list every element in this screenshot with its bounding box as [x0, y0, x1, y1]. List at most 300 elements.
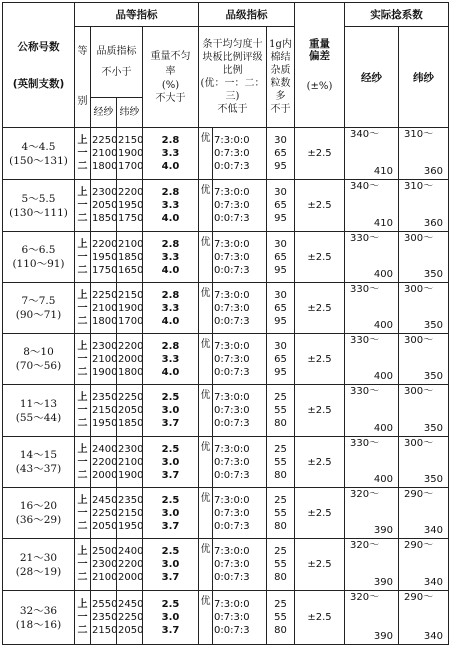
cell-line: 0:7:3:0 [214, 302, 250, 314]
twist-weft-header: 纬纱 [399, 27, 449, 128]
cell-line: 7:3:0:0 [214, 135, 250, 146]
cell-line: 3.3 [161, 302, 180, 314]
neps-cell [267, 385, 295, 437]
cell-line: 25 [274, 599, 287, 610]
cell-line: 0:7:3:0 [214, 507, 250, 519]
cell-line: 80 [274, 572, 287, 583]
data-body [3, 128, 449, 645]
cell-line: 7:3:0:0 [214, 392, 250, 403]
twist-warp-cell: 330～ 400 [345, 334, 399, 385]
level-mark-cell: 优 [199, 437, 213, 488]
cell-line: 1700 [118, 161, 144, 172]
cell-line: 7:3:0:0 [214, 443, 250, 455]
count-cell: 14～15 (43～37) [3, 437, 75, 488]
twist-warp-cell: 340～ 410 [345, 180, 399, 232]
cell-line: 2100 [118, 456, 144, 468]
cell-line: 2.8 [161, 289, 180, 301]
weft-strength-cell [117, 385, 143, 437]
cell-line: 55 [274, 559, 287, 570]
cell-line: 2.8 [161, 238, 180, 250]
twist-weft-cell: 300～ 350 [399, 232, 449, 283]
cell-line: 二 [77, 161, 88, 172]
grade-cell [75, 591, 91, 645]
cell-line: 3.7 [161, 469, 180, 481]
twist-weft-cell: 300～ 350 [399, 385, 449, 437]
table-row [3, 488, 449, 539]
twist-weft-cell: 310～ 360 [399, 128, 449, 180]
cell-line: 25 [274, 443, 287, 455]
cell-line: 1850 [118, 251, 144, 263]
cell-line: 2100 [118, 238, 144, 250]
cell-line: 1700 [118, 315, 144, 327]
cell-line: 3.3 [161, 200, 180, 211]
level-mark-cell: 优 [199, 180, 213, 232]
grade-group-header: 品等指标 [75, 3, 199, 27]
uneven-cell [143, 283, 199, 334]
twist-warp-cell: 340～ 410 [345, 128, 399, 180]
cell-line: 1900 [92, 366, 118, 378]
cell-line: 一 [77, 302, 88, 314]
warp-strength-cell [91, 488, 117, 539]
cell-line: 0:0:7:3 [214, 418, 250, 429]
cell-line: 2550 [92, 599, 118, 610]
weft-strength-cell [117, 128, 143, 180]
cell-line: 2400 [92, 443, 118, 455]
twist-warp-cell: 330～ 400 [345, 437, 399, 488]
grade-cell [75, 180, 91, 232]
cell-line: 0:0:7:3 [214, 520, 250, 532]
grade-cell [75, 437, 91, 488]
cell-line: 95 [274, 161, 287, 172]
cell-line: 二 [77, 572, 88, 583]
cell-line: 80 [274, 418, 287, 429]
cell-line: 一 [77, 200, 88, 211]
yarn-spec-table [2, 2, 449, 645]
cell-line: 7:3:0:0 [214, 289, 250, 301]
cell-line: 0:0:7:3 [214, 161, 250, 172]
cell-line: 二 [77, 366, 88, 378]
weight-dev-cell: ±2.5 [295, 539, 345, 591]
count-cell: 21～30 (28～19) [3, 539, 75, 591]
cell-line: 30 [274, 135, 287, 146]
twist-weft-cell: 300～ 350 [399, 283, 449, 334]
weight-dev-cell: ±2.5 [295, 437, 345, 488]
count-cell: 7～7.5 (90～71) [3, 283, 75, 334]
cell-line: 0:0:7:3 [214, 264, 250, 276]
cell-line: 2350 [92, 392, 118, 403]
weight-dev-header: 重量偏差 (±%) [295, 3, 345, 128]
cell-line: 30 [274, 289, 287, 301]
grade-col-header: 等别 [75, 27, 91, 128]
ratio-cell [213, 385, 267, 437]
cell-line: 1950 [118, 200, 144, 211]
neps-cell [267, 437, 295, 488]
cell-line: 2.5 [161, 392, 180, 403]
level-mark-cell: 优 [199, 385, 213, 437]
uneven-cell [143, 488, 199, 539]
twist-weft-cell: 290～ 340 [399, 539, 449, 591]
cell-line: 2100 [92, 302, 118, 314]
weft-strength-cell [117, 232, 143, 283]
twist-weft-cell: 300～ 350 [399, 334, 449, 385]
cell-line: 3.0 [161, 507, 180, 519]
cell-line: 95 [274, 366, 287, 378]
cell-line: 55 [274, 405, 287, 416]
ratio-cell [213, 539, 267, 591]
cell-line: 1800 [92, 315, 118, 327]
cell-line: 3.3 [161, 353, 180, 365]
cell-line: 上 [77, 187, 88, 198]
cell-line: 2050 [92, 520, 118, 532]
cell-line: 95 [274, 315, 287, 327]
cell-line: 1950 [92, 418, 118, 429]
cell-line: 7:3:0:0 [214, 187, 250, 198]
cell-line: 2150 [118, 135, 144, 146]
cell-line: 二 [77, 520, 88, 532]
cell-line: 一 [77, 353, 88, 365]
cell-line: 55 [274, 456, 287, 468]
cell-line: 上 [77, 599, 88, 610]
warp-strength-cell [91, 283, 117, 334]
cell-line: 0:0:7:3 [214, 572, 250, 583]
table-row [3, 283, 449, 334]
cell-line: 2350 [118, 494, 144, 506]
cell-line: 上 [77, 443, 88, 455]
ratio-cell [213, 180, 267, 232]
cell-line: 3.3 [161, 148, 180, 159]
cell-line: 一 [77, 507, 88, 519]
cell-line: 一 [77, 559, 88, 570]
ratio-cell [213, 283, 267, 334]
cell-line: 65 [274, 353, 287, 365]
cell-line: 0:0:7:3 [214, 625, 250, 636]
cell-line: 2300 [92, 187, 118, 198]
weft-header: 纬纱 [117, 97, 143, 127]
table-row [3, 539, 449, 591]
cell-line: 1900 [118, 302, 144, 314]
neps-cell [267, 488, 295, 539]
uneven-cell [143, 180, 199, 232]
weight-dev-cell: ±2.5 [295, 232, 345, 283]
cell-line: 上 [77, 340, 88, 352]
cell-line: 一 [77, 405, 88, 416]
cell-line: 2050 [118, 405, 144, 416]
count-cell: 16～20 (36～29) [3, 488, 75, 539]
cell-line: 2250 [92, 135, 118, 146]
cell-line: 2300 [92, 559, 118, 570]
cell-line: 2000 [118, 572, 144, 583]
level-mark-cell: 优 [199, 539, 213, 591]
count-cell: 11～13 (55～44) [3, 385, 75, 437]
cell-line: 2100 [92, 353, 118, 365]
cell-line: 2.5 [161, 546, 180, 557]
table-row [3, 385, 449, 437]
neps-cell [267, 334, 295, 385]
cell-line: 上 [77, 135, 88, 146]
ratio-cell [213, 591, 267, 645]
warp-strength-cell [91, 385, 117, 437]
table-row [3, 591, 449, 645]
cell-line: 7:3:0:0 [214, 546, 250, 557]
cell-line: 2050 [118, 625, 144, 636]
cell-line: 0:7:3:0 [214, 200, 250, 211]
cell-line: 0:7:3:0 [214, 612, 250, 623]
cell-line: 2300 [118, 443, 144, 455]
cell-line: 2450 [118, 599, 144, 610]
cell-line: 80 [274, 625, 287, 636]
cell-line: 2400 [118, 546, 144, 557]
twist-weft-cell: 290～ 340 [399, 591, 449, 645]
quality-index-header: 品质指标 不小于 [91, 27, 143, 98]
cell-line: 0:7:3:0 [214, 405, 250, 416]
cell-line: 1850 [118, 418, 144, 429]
cell-line: 7:3:0:0 [214, 494, 250, 506]
header-row-1 [3, 3, 449, 27]
warp-strength-cell [91, 180, 117, 232]
weft-strength-cell [117, 283, 143, 334]
warp-strength-cell [91, 334, 117, 385]
cell-line: 1850 [92, 213, 118, 224]
cell-line: 7:3:0:0 [214, 238, 250, 250]
cell-line: 2200 [118, 340, 144, 352]
cell-line: 80 [274, 469, 287, 481]
cell-line: 二 [77, 625, 88, 636]
level-group-header: 品级指标 [199, 3, 295, 27]
twist-warp-cell: 320～ 390 [345, 591, 399, 645]
table-row [3, 437, 449, 488]
weight-dev-cell: ±2.5 [295, 334, 345, 385]
cell-line: 2050 [92, 200, 118, 211]
cell-line: 65 [274, 302, 287, 314]
grade-cell [75, 539, 91, 591]
warp-strength-cell [91, 591, 117, 645]
cell-line: 3.0 [161, 405, 180, 416]
cell-line: 1750 [92, 264, 118, 276]
uneven-header: 重量不匀率 (%) 不大于 [143, 27, 199, 128]
count-cell: 5～5.5 (130～111) [3, 180, 75, 232]
weft-strength-cell [117, 334, 143, 385]
cell-line: 0:0:7:3 [214, 366, 250, 378]
cell-line: 0:7:3:0 [214, 559, 250, 570]
level-mark-cell: 优 [199, 488, 213, 539]
twist-warp-cell: 330～ 400 [345, 385, 399, 437]
cell-line: 0:0:7:3 [214, 315, 250, 327]
warp-strength-cell [91, 437, 117, 488]
cell-line: 2.8 [161, 135, 180, 146]
twist-warp-header: 经纱 [345, 27, 399, 128]
cell-line: 80 [274, 520, 287, 532]
cell-line: 二 [77, 264, 88, 276]
cell-line: 25 [274, 392, 287, 403]
cell-line: 2350 [92, 612, 118, 623]
table-row [3, 180, 449, 232]
uneven-cell [143, 539, 199, 591]
cell-line: 25 [274, 546, 287, 557]
neps-cell [267, 232, 295, 283]
cell-line: 1950 [92, 251, 118, 263]
cell-line: 65 [274, 251, 287, 263]
cell-line: 一 [77, 251, 88, 263]
cell-line: 30 [274, 187, 287, 198]
table-row [3, 232, 449, 283]
weft-strength-cell [117, 437, 143, 488]
cell-line: 2100 [92, 572, 118, 583]
twist-warp-cell: 330～ 400 [345, 283, 399, 334]
warp-strength-cell [91, 128, 117, 180]
cell-line: 0:7:3:0 [214, 148, 250, 159]
cell-line: 3.7 [161, 520, 180, 532]
uneven-cell [143, 232, 199, 283]
cell-line: 上 [77, 238, 88, 250]
uneven-cell [143, 128, 199, 180]
cell-line: 2200 [118, 187, 144, 198]
table-row [3, 128, 449, 180]
cell-line: 一 [77, 612, 88, 623]
cell-line: 2150 [118, 289, 144, 301]
cell-line: 55 [274, 612, 287, 623]
cell-line: 1750 [118, 213, 144, 224]
weft-strength-cell [117, 591, 143, 645]
twist-weft-cell: 310～ 360 [399, 180, 449, 232]
cell-line: 0:7:3:0 [214, 456, 250, 468]
cell-line: 上 [77, 289, 88, 301]
neps-cell [267, 180, 295, 232]
cell-line: 2450 [92, 494, 118, 506]
cell-line: 0:7:3:0 [214, 353, 250, 365]
cell-line: 2250 [92, 289, 118, 301]
ratio-cell [213, 128, 267, 180]
uneven-cell [143, 385, 199, 437]
cell-line: 二 [77, 213, 88, 224]
cell-line: 2200 [118, 559, 144, 570]
grade-cell [75, 232, 91, 283]
cell-line: 2500 [92, 546, 118, 557]
cell-line: 2200 [92, 456, 118, 468]
twist-group-header: 实际捻系数 [345, 3, 449, 27]
cell-line: 4.0 [161, 161, 180, 172]
cell-line: 二 [77, 315, 88, 327]
cell-line: 2.5 [161, 494, 180, 506]
uneven-cell [143, 591, 199, 645]
cell-line: 上 [77, 494, 88, 506]
neps-cell [267, 539, 295, 591]
cell-line: 2000 [118, 353, 144, 365]
warp-header: 经纱 [91, 97, 117, 127]
cell-line: 3.0 [161, 559, 180, 570]
cell-line: 2000 [92, 469, 118, 481]
cell-line: 3.7 [161, 625, 180, 636]
twist-warp-cell: 330～ 400 [345, 232, 399, 283]
cell-line: 95 [274, 264, 287, 276]
ratio-cell [213, 334, 267, 385]
count-header: 公称号数 (英制支数) [3, 3, 75, 128]
weight-dev-cell: ±2.5 [295, 488, 345, 539]
cell-line: 2.8 [161, 187, 180, 198]
cell-line: 3.7 [161, 572, 180, 583]
cell-line: 2.8 [161, 340, 180, 352]
cell-line: 95 [274, 213, 287, 224]
neps-cell [267, 128, 295, 180]
weight-dev-cell: ±2.5 [295, 591, 345, 645]
weft-strength-cell [117, 488, 143, 539]
cell-line: 2150 [92, 405, 118, 416]
cell-line: 1900 [118, 148, 144, 159]
level-mark-cell: 优 [199, 283, 213, 334]
cell-line: 3.7 [161, 418, 180, 429]
cell-line: 65 [274, 148, 287, 159]
cell-line: 0:7:3:0 [214, 251, 250, 263]
cell-line: 30 [274, 238, 287, 250]
count-cell: 6～6.5 (110～91) [3, 232, 75, 283]
cell-line: 1800 [92, 161, 118, 172]
cell-line: 2300 [92, 340, 118, 352]
neps-cell [267, 283, 295, 334]
cell-line: 二 [77, 469, 88, 481]
cell-line: 二 [77, 418, 88, 429]
ratio-cell [213, 488, 267, 539]
uneven-cell [143, 437, 199, 488]
uneven-cell [143, 334, 199, 385]
cell-line: 4.0 [161, 315, 180, 327]
level-mark-cell: 优 [199, 128, 213, 180]
warp-strength-cell [91, 539, 117, 591]
cell-line: 2200 [92, 238, 118, 250]
cell-line: 4.0 [161, 264, 180, 276]
level-mark-cell: 优 [199, 334, 213, 385]
cell-line: 2250 [92, 507, 118, 519]
grade-cell [75, 283, 91, 334]
cell-line: 30 [274, 340, 287, 352]
cell-line: 7:3:0:0 [214, 340, 250, 352]
cell-line: 3.0 [161, 456, 180, 468]
cell-line: 25 [274, 494, 287, 506]
cell-line: 3.0 [161, 612, 180, 623]
cell-line: 1900 [118, 469, 144, 481]
cell-line: 2250 [118, 392, 144, 403]
weight-dev-cell: ±2.5 [295, 180, 345, 232]
cell-line: 上 [77, 392, 88, 403]
weft-strength-cell [117, 180, 143, 232]
cell-line: 4.0 [161, 366, 180, 378]
neps-header: 1g内棉结杂质粒数多 不于 [267, 27, 295, 128]
weight-dev-cell: ±2.5 [295, 283, 345, 334]
cell-line: 2100 [92, 148, 118, 159]
twist-warp-cell: 320～ 390 [345, 488, 399, 539]
cell-line: 一 [77, 456, 88, 468]
warp-strength-cell [91, 232, 117, 283]
weight-dev-cell: ±2.5 [295, 128, 345, 180]
cell-line: 1650 [118, 264, 144, 276]
cell-line: 65 [274, 200, 287, 211]
grade-cell [75, 334, 91, 385]
grade-cell [75, 128, 91, 180]
cell-line: 55 [274, 507, 287, 519]
cell-line: 上 [77, 546, 88, 557]
cell-line: 3.3 [161, 251, 180, 263]
grade-cell [75, 385, 91, 437]
table-row [3, 334, 449, 385]
neps-cell [267, 591, 295, 645]
weft-strength-cell [117, 539, 143, 591]
grade-cell [75, 488, 91, 539]
cell-line: 2150 [92, 625, 118, 636]
count-cell: 32～36 (18～16) [3, 591, 75, 645]
cell-line: 0:0:7:3 [214, 469, 250, 481]
twist-warp-cell: 320～ 390 [345, 539, 399, 591]
cell-line: 4.0 [161, 213, 180, 224]
count-cell: 4～4.5 (150～131) [3, 128, 75, 180]
cell-line: 2250 [118, 612, 144, 623]
